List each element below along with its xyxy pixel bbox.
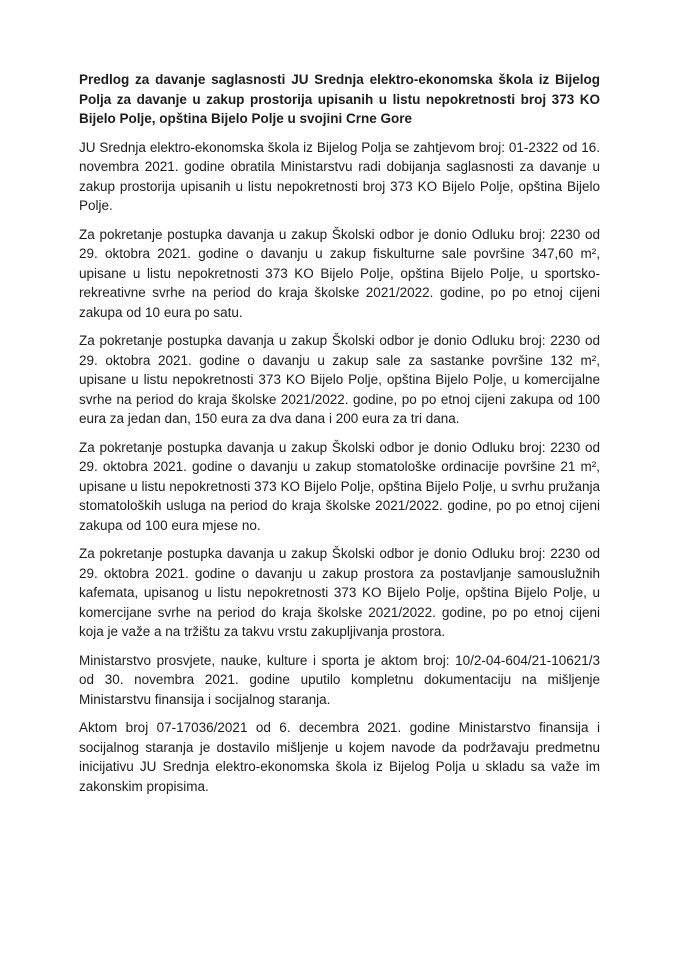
document-title: Predlog za davanje saglasnosti JU Srednja elektro-ekonomska škola iz Bijelog Polja za davanje u zakup prostorija upisanih u listu nepokretnosti broj 373 KO Bijelo Polje, opština Bijelo Polje u svojini Crne Gore [79, 72, 600, 126]
paragraph-ministry-finance-opinion: Aktom broj 07-17036/2021 od 6. decembra 2021. godine Ministarstvo finansija i socijalnog staranja je dostavilo mišljenje u kojem navode da podržavaju predmetnu inicijativu JU Srednja elektro-ekonomska škola iz Bijelog Polja u skladu sa važe im zakonskim propisima. [79, 720, 600, 794]
paragraph-decision-dental-office: Za pokretanje postupka davanja u zakup Školski odbor je donio Odluku broj: 2230 od 29. oktobra 2021. godine o davanju u zakup stomatološke ordinacije površine 21 m², upisane u listu nepokretnosti 373 KO Bijelo Polje, opština Bijelo Polje, u svrhu pružanja stomatoloških usluga na period do kraja školske 2021/2022. godine, po po etnoj cijeni zakupa od 100 eura mjese no. [79, 439, 600, 533]
paragraph-decision-vending-space: Za pokretanje postupka davanja u zakup Školski odbor je donio Odluku broj: 2230 od 29. oktobra 2021. godine o davanju u zakup prostora za postavljanje samouslužnih kafemata, upisanog u listu nepokretnosti 373 KO Bijelo Polje, opština Bijelo Polje, u komercijane svrhe na period do kraja školske 2021/2022. godine, po po etnoj cijeni koja je važe a na tržištu za takvu vrstu zakupljivanja prostora. [79, 546, 600, 639]
paragraph-decision-gym-hall: Za pokretanje postupka davanja u zakup Školski odbor je donio Odluku broj: 2230 od 29. oktobra 2021. godine o davanju u zakup fiskulturne sale površine 347,60 m², upisane u listu nepokretnosti 373 KO Bijelo Polje, opština Bijelo Polje, u sportsko-rekreativne svrhe na period do kraja školske 2021/2022. godine, po po etnoj cijeni zakupa od 10 eura po satu. [79, 226, 600, 320]
paragraph-request: JU Srednja elektro-ekonomska škola iz Bijelog Polja se zahtjevom broj: 01-2322 od 16. novembra 2021. godine obratila Ministarstvu radi dobijanja saglasnosti za davanje u zakup prostorija upisanih u listu nepokretnosti broj 373 KO Bijelo Polje, opština Bijelo Polje. [79, 139, 600, 213]
paragraph-decision-meeting-hall: Za pokretanje postupka davanja u zakup Školski odbor je donio Odluku broj: 2230 od 29. oktobra 2021. godine o davanju u zakup sale za sastanke površine 132 m², upisane u listu nepokretnosti 373 KO Bijelo Polje, opština Bijelo Polje, u komercijalne svrhe na period do kraja školske 2021/2022. godine, po po etnoj cijeni zakupa od 100 eura za jedan dan, 150 eura za dva dana i 200 eura za tri dana. [79, 333, 600, 426]
paragraph-ministry-education-act: Ministarstvo prosvjete, nauke, kulture i sporta je aktom broj: 10/2-04-604/21-10621/3 od 30. novembra 2021. godine uputilo kompletnu dokumentaciju na mišljenje Ministarstvu finansija i socijalnog staranja. [79, 652, 600, 707]
